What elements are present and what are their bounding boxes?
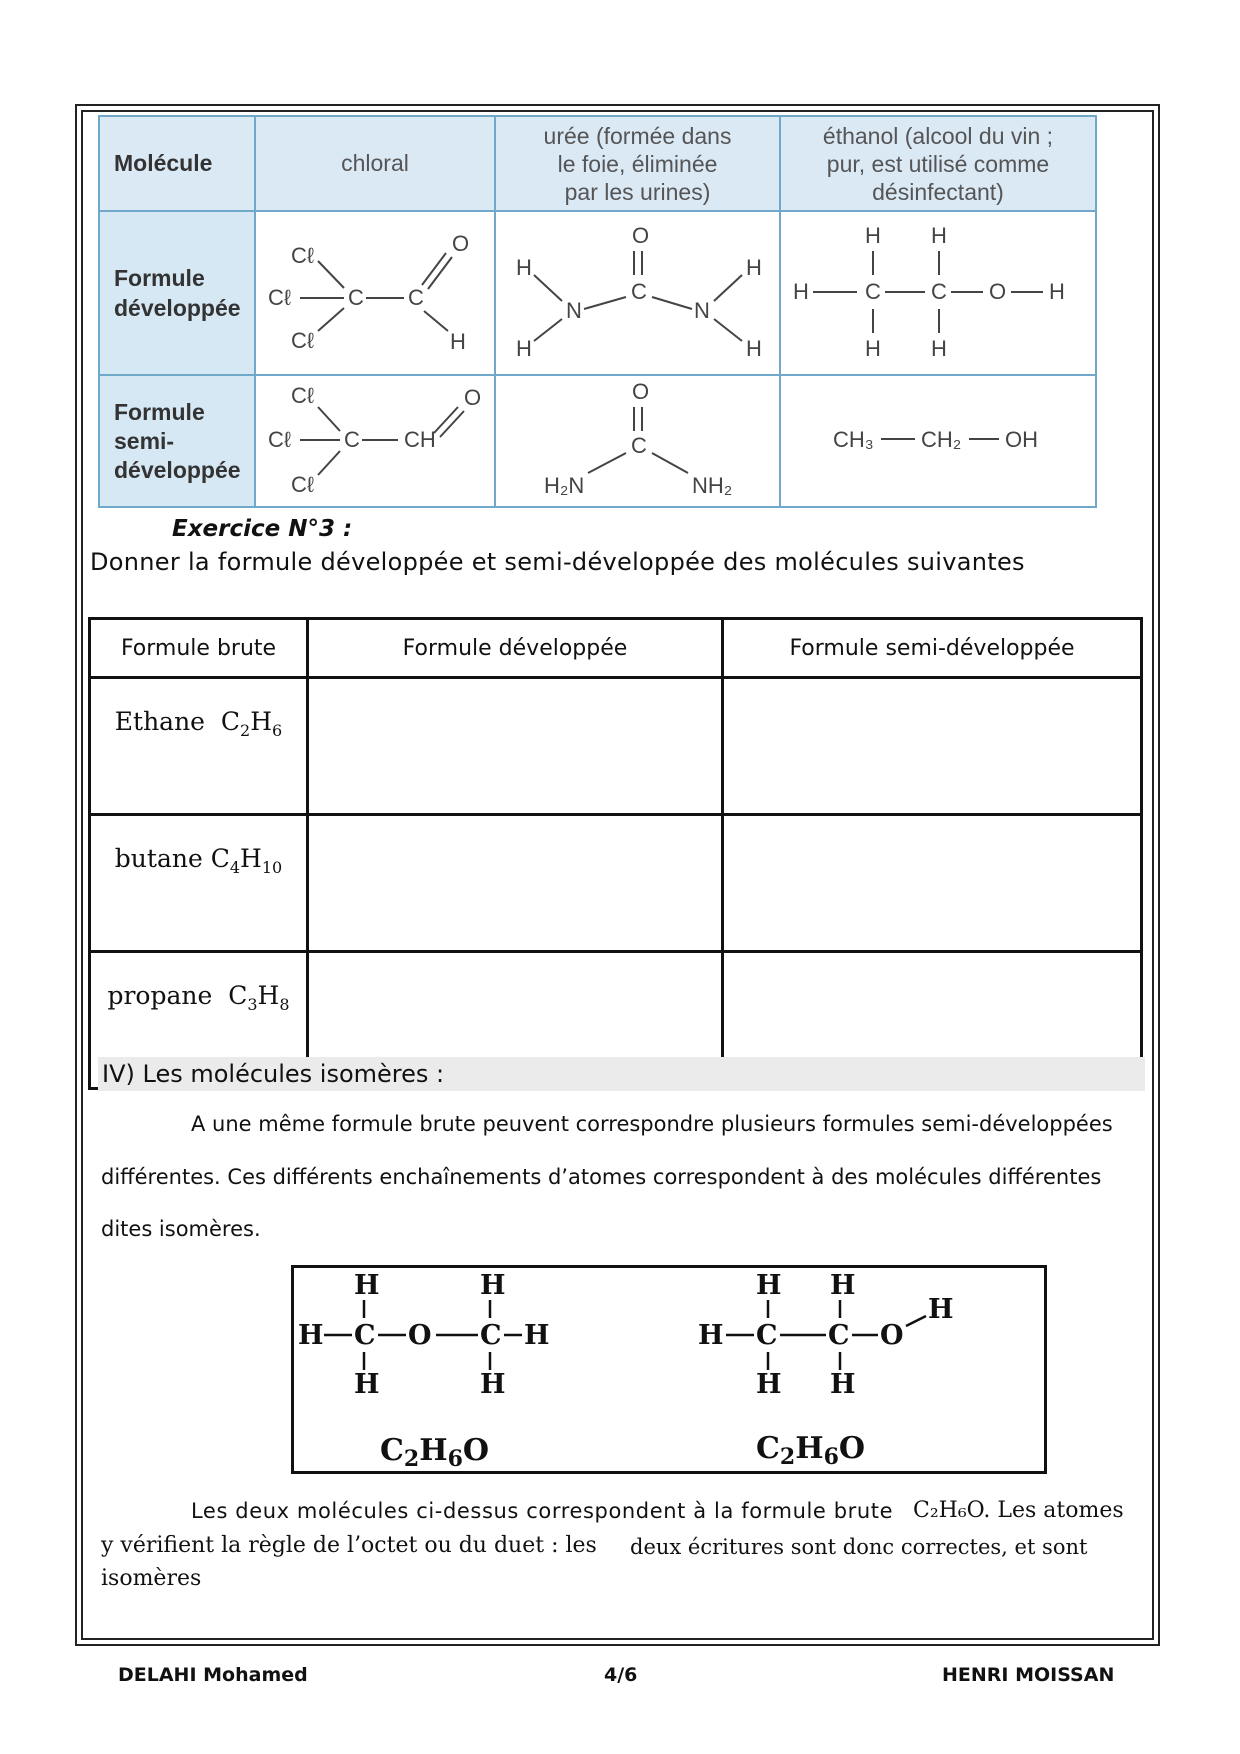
row-ethane: Ethane $C_2H_6$ xyxy=(90,678,308,815)
svg-text:H: H xyxy=(354,1270,380,1301)
svg-text:C: C xyxy=(354,1320,376,1351)
svg-text:H: H xyxy=(698,1320,724,1351)
col-header-brute: Formule brute xyxy=(90,619,308,678)
row-label-developpee: Formule développée xyxy=(99,211,255,375)
svg-text:H: H xyxy=(865,223,881,248)
answer-butane-developpee[interactable] xyxy=(308,815,723,952)
svg-text:H: H xyxy=(756,1369,782,1400)
svg-text:C: C xyxy=(348,285,364,310)
svg-text:Cℓ: Cℓ xyxy=(291,472,314,497)
svg-text:H: H xyxy=(830,1270,856,1301)
svg-text:H₂N: H₂N xyxy=(544,473,585,498)
svg-text:O: O xyxy=(632,379,650,404)
footer-page-number: 4/6 xyxy=(604,1664,638,1686)
svg-text:C: C xyxy=(631,279,647,304)
section-paragraph-line3: dites isomères. xyxy=(101,1217,261,1241)
answer-butane-semi[interactable] xyxy=(723,815,1142,952)
ethanol-semi-developpee xyxy=(780,375,1096,507)
svg-text:H: H xyxy=(793,279,809,304)
svg-text:H: H xyxy=(1049,279,1065,304)
molecule-table xyxy=(98,115,1097,508)
svg-text:H: H xyxy=(746,336,762,361)
svg-text:CH₃: CH₃ xyxy=(833,427,874,452)
answer-ethane-developpee[interactable] xyxy=(308,678,723,815)
svg-text:C: C xyxy=(408,285,424,310)
svg-text:C: C xyxy=(865,279,881,304)
svg-text:NH₂: NH₂ xyxy=(692,473,733,498)
uree-semi-developpee xyxy=(495,375,780,507)
header-molecule: Molécule xyxy=(99,116,255,211)
exercise-title: Exercice N°3 : xyxy=(172,516,353,542)
header-uree: urée (formée dans le foie, éliminée par les urines) xyxy=(495,116,780,211)
svg-text:CH₂: CH₂ xyxy=(921,427,962,452)
svg-text:H: H xyxy=(865,336,881,361)
svg-text:H: H xyxy=(516,255,532,280)
svg-text:H: H xyxy=(450,329,466,354)
svg-text:H: H xyxy=(298,1320,324,1351)
svg-text:H: H xyxy=(756,1270,782,1301)
svg-text:CH: CH xyxy=(404,427,436,452)
svg-text:Cℓ: Cℓ xyxy=(268,285,291,310)
svg-text:H: H xyxy=(354,1369,380,1400)
chloral-developpee xyxy=(255,211,495,375)
svg-text:C: C xyxy=(480,1320,502,1351)
ethanol-developpee xyxy=(780,211,1096,375)
section-paragraph-line1: A une même formule brute peuvent correspondre plusieurs formules semi-développées xyxy=(191,1112,1113,1136)
col-header-semi: Formule semi-développée xyxy=(723,619,1142,678)
svg-text:H: H xyxy=(931,223,947,248)
uree-developpee xyxy=(495,211,780,375)
svg-text:OH: OH xyxy=(1005,427,1038,452)
svg-text:H: H xyxy=(746,255,762,280)
section-title: IV) Les molécules isomères : xyxy=(98,1057,1145,1091)
svg-text:C: C xyxy=(344,427,360,452)
svg-text:H: H xyxy=(931,336,947,361)
svg-text:O: O xyxy=(880,1320,904,1351)
chloral-semi-developpee xyxy=(255,375,495,507)
svg-text:H: H xyxy=(480,1369,506,1400)
svg-text:C: C xyxy=(756,1320,778,1351)
header-chloral: chloral xyxy=(255,116,495,211)
footer-author: DELAHI Mohamed xyxy=(118,1664,308,1686)
svg-text:Cℓ: Cℓ xyxy=(291,328,314,353)
svg-text:H: H xyxy=(830,1369,856,1400)
footer-school: HENRI MOISSAN xyxy=(942,1664,1115,1686)
svg-text:N: N xyxy=(566,298,582,323)
svg-text:H: H xyxy=(928,1294,954,1325)
svg-text:H: H xyxy=(524,1320,550,1351)
svg-text:N: N xyxy=(694,298,710,323)
svg-text:C: C xyxy=(631,433,647,458)
conclusion-line1a: Les deux molécules ci-dessus correspondent à la formule brute xyxy=(191,1499,894,1523)
exercise-instruction: Donner la formule développée et semi-développée des molécules suivantes xyxy=(90,548,1025,576)
isomer2-formula: $C_2H_6O$ xyxy=(756,1431,866,1470)
svg-text:Cℓ: Cℓ xyxy=(268,427,291,452)
svg-text:H: H xyxy=(480,1270,506,1301)
svg-text:C: C xyxy=(828,1320,850,1351)
svg-text:O: O xyxy=(989,279,1007,304)
row-propane: propane $C_3H_8$ xyxy=(90,952,308,1089)
answer-ethane-semi[interactable] xyxy=(723,678,1142,815)
row-label-semi-developpee: Formule semi- développée xyxy=(99,375,255,507)
header-ethanol: éthanol (alcool du vin ; pur, est utilisé comme désinfectant) xyxy=(780,116,1096,211)
svg-text:H: H xyxy=(516,336,532,361)
exercise-table xyxy=(88,617,1143,1090)
svg-text:Cℓ: Cℓ xyxy=(291,243,314,268)
conclusion-line1b: C₂H₆O. Les atomes xyxy=(913,1498,1124,1523)
isomers-box xyxy=(291,1265,1047,1474)
section-paragraph-line2: différentes. Ces différents enchaînements d’atomes correspondent à des molécules différentes xyxy=(101,1165,1102,1189)
conclusion-line2b: deux écritures sont donc correctes, et sont xyxy=(630,1535,1088,1559)
svg-text:C: C xyxy=(931,279,947,304)
row-butane: butane $C_4H_{10}$ xyxy=(90,815,308,952)
svg-text:Cℓ: Cℓ xyxy=(291,383,314,408)
svg-text:O: O xyxy=(452,231,470,256)
conclusion-line3: isomères xyxy=(101,1566,202,1591)
svg-text:O: O xyxy=(464,385,482,410)
svg-text:O: O xyxy=(408,1320,432,1351)
isomer1-formula: $C_2H_6O$ xyxy=(380,1433,490,1471)
svg-text:O: O xyxy=(632,223,650,248)
conclusion-line2a: y vérifient la règle de l’octet ou du duet : les xyxy=(101,1533,597,1558)
col-header-developpee: Formule développée xyxy=(308,619,723,678)
